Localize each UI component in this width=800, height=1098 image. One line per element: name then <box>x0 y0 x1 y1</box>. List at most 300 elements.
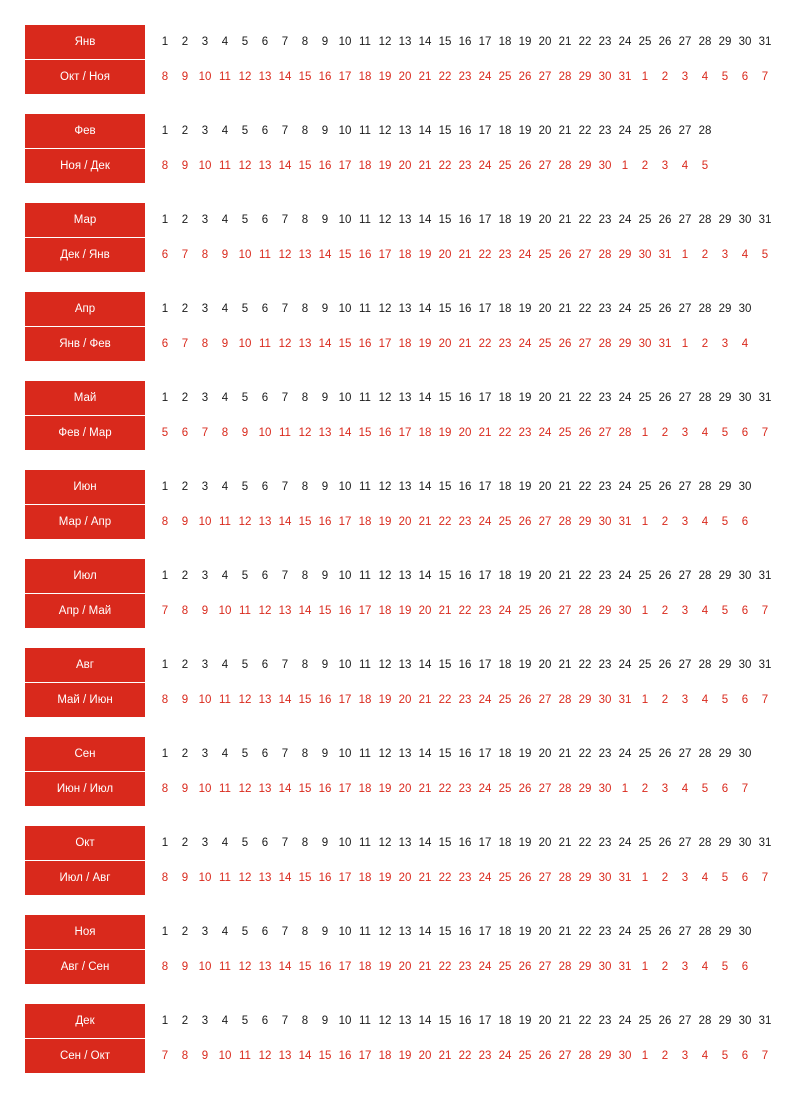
secondary-day-number: 14 <box>278 160 292 172</box>
secondary-day-number: 12 <box>258 1050 272 1062</box>
day-number: 24 <box>618 570 632 582</box>
secondary-day-number: 20 <box>398 783 412 795</box>
day-number: 1 <box>161 392 169 404</box>
month-block-10 <box>25 826 785 895</box>
month-row <box>25 737 785 771</box>
day-number: 3 <box>201 214 209 226</box>
secondary-day-number: 10 <box>198 783 212 795</box>
secondary-day-number: 8 <box>221 427 229 439</box>
day-number: 27 <box>678 303 692 315</box>
secondary-day-number: 19 <box>378 694 392 706</box>
day-number: 18 <box>498 392 512 404</box>
day-number: 14 <box>418 1015 432 1027</box>
secondary-day-number: 7 <box>761 872 769 884</box>
day-number: 27 <box>678 659 692 671</box>
month-row <box>25 915 785 949</box>
day-number: 11 <box>359 214 371 226</box>
month-days <box>155 915 785 949</box>
day-number: 24 <box>618 125 632 137</box>
secondary-day-number: 12 <box>278 249 292 261</box>
secondary-day-number: 12 <box>238 783 252 795</box>
secondary-day-number: 16 <box>318 961 332 973</box>
secondary-day-number: 19 <box>418 338 432 350</box>
secondary-day-number: 16 <box>318 783 332 795</box>
secondary-month-label: Авг / Сен <box>25 950 145 984</box>
secondary-day-number: 1 <box>681 249 689 261</box>
month-row <box>25 648 785 682</box>
secondary-day-number: 16 <box>338 1050 352 1062</box>
day-number: 8 <box>301 125 309 137</box>
secondary-day-number: 1 <box>621 160 629 172</box>
day-number: 25 <box>638 392 652 404</box>
day-number: 21 <box>558 1015 572 1027</box>
day-number: 22 <box>578 926 592 938</box>
secondary-day-number: 26 <box>578 427 592 439</box>
day-number: 28 <box>698 659 712 671</box>
secondary-day-number: 23 <box>478 1050 492 1062</box>
day-number: 7 <box>281 392 289 404</box>
secondary-day-number: 27 <box>578 249 592 261</box>
day-number: 17 <box>478 303 492 315</box>
day-number: 13 <box>398 926 412 938</box>
secondary-day-number: 28 <box>558 71 572 83</box>
day-number: 31 <box>758 214 772 226</box>
day-number: 11 <box>359 659 371 671</box>
secondary-day-number: 20 <box>418 605 432 617</box>
secondary-day-number: 25 <box>498 71 512 83</box>
secondary-day-number: 30 <box>598 516 612 528</box>
secondary-day-number: 8 <box>201 249 209 261</box>
secondary-day-number: 22 <box>438 872 452 884</box>
day-number: 9 <box>321 570 329 582</box>
secondary-day-number: 9 <box>181 694 189 706</box>
secondary-day-number: 28 <box>558 516 572 528</box>
day-number: 13 <box>398 570 412 582</box>
secondary-day-number: 5 <box>721 605 729 617</box>
secondary-day-number: 13 <box>258 694 272 706</box>
secondary-day-number: 1 <box>641 71 649 83</box>
day-number: 7 <box>281 214 289 226</box>
day-number: 16 <box>458 36 472 48</box>
day-number: 29 <box>718 481 732 493</box>
month-days <box>155 381 785 415</box>
secondary-day-number: 30 <box>598 160 612 172</box>
month-label: Дек <box>25 1004 145 1038</box>
secondary-day-number: 8 <box>161 71 169 83</box>
day-number: 6 <box>261 659 269 671</box>
day-number: 14 <box>418 392 432 404</box>
secondary-day-number: 17 <box>358 1050 372 1062</box>
secondary-day-number: 22 <box>478 338 492 350</box>
day-number: 14 <box>418 125 432 137</box>
secondary-day-number: 19 <box>378 71 392 83</box>
day-number: 2 <box>181 214 189 226</box>
secondary-day-number: 16 <box>338 605 352 617</box>
secondary-day-number: 29 <box>578 516 592 528</box>
secondary-day-number: 11 <box>259 249 271 261</box>
secondary-day-number: 21 <box>438 1050 452 1062</box>
secondary-day-number: 9 <box>201 1050 209 1062</box>
day-number: 15 <box>438 303 452 315</box>
day-number: 4 <box>221 125 229 137</box>
day-number: 8 <box>301 926 309 938</box>
day-number: 10 <box>338 481 352 493</box>
secondary-day-number: 19 <box>398 605 412 617</box>
day-number: 23 <box>598 125 612 137</box>
day-number: 5 <box>241 125 249 137</box>
secondary-day-number: 9 <box>201 605 209 617</box>
day-number: 17 <box>478 748 492 760</box>
day-number: 5 <box>241 392 249 404</box>
day-number: 12 <box>378 659 392 671</box>
secondary-day-number: 11 <box>219 160 231 172</box>
day-number: 11 <box>359 748 371 760</box>
secondary-day-number: 25 <box>558 427 572 439</box>
day-number: 9 <box>321 36 329 48</box>
secondary-day-number: 25 <box>518 605 532 617</box>
secondary-day-number: 1 <box>641 605 649 617</box>
secondary-day-number: 15 <box>298 160 312 172</box>
secondary-day-number: 9 <box>221 338 229 350</box>
month-row <box>25 1004 785 1038</box>
secondary-day-number: 3 <box>681 872 689 884</box>
day-number: 8 <box>301 570 309 582</box>
day-number: 4 <box>221 36 229 48</box>
secondary-day-number: 4 <box>681 783 689 795</box>
secondary-day-number: 21 <box>418 160 432 172</box>
day-number: 23 <box>598 481 612 493</box>
month-days <box>155 737 785 771</box>
month-block-8 <box>25 648 785 717</box>
day-number: 11 <box>359 392 371 404</box>
secondary-day-number: 14 <box>318 338 332 350</box>
secondary-day-number: 8 <box>161 961 169 973</box>
secondary-day-number: 29 <box>578 872 592 884</box>
secondary-day-number: 18 <box>358 516 372 528</box>
day-number: 20 <box>538 659 552 671</box>
month-block-6 <box>25 470 785 539</box>
secondary-day-number: 28 <box>558 694 572 706</box>
secondary-day-number: 23 <box>458 516 472 528</box>
secondary-day-number: 12 <box>238 160 252 172</box>
day-number: 5 <box>241 570 249 582</box>
secondary-day-number: 20 <box>438 249 452 261</box>
secondary-day-number: 7 <box>161 1050 169 1062</box>
secondary-day-number: 9 <box>181 160 189 172</box>
day-number: 9 <box>321 1015 329 1027</box>
month-row <box>25 559 785 593</box>
secondary-day-number: 3 <box>681 1050 689 1062</box>
day-number: 29 <box>718 392 732 404</box>
secondary-day-number: 18 <box>358 961 372 973</box>
secondary-day-number: 7 <box>761 1050 769 1062</box>
day-number: 25 <box>638 125 652 137</box>
day-number: 15 <box>438 748 452 760</box>
secondary-day-number: 18 <box>418 427 432 439</box>
month-label: Сен <box>25 737 145 771</box>
day-number: 30 <box>738 926 752 938</box>
secondary-day-number: 27 <box>538 961 552 973</box>
month-days <box>155 826 785 860</box>
month-block-7 <box>25 559 785 628</box>
day-number: 26 <box>658 570 672 582</box>
secondary-day-number: 5 <box>721 516 729 528</box>
day-number: 6 <box>261 392 269 404</box>
secondary-day-number: 16 <box>318 71 332 83</box>
day-number: 16 <box>458 481 472 493</box>
secondary-month-label: Июн / Июл <box>25 772 145 806</box>
secondary-day-number: 23 <box>498 338 512 350</box>
month-label: Окт <box>25 826 145 860</box>
secondary-day-number: 30 <box>598 783 612 795</box>
day-number: 8 <box>301 392 309 404</box>
day-number: 4 <box>221 570 229 582</box>
secondary-day-number: 7 <box>161 605 169 617</box>
secondary-day-number: 22 <box>458 605 472 617</box>
secondary-day-number: 28 <box>598 249 612 261</box>
secondary-day-number: 30 <box>638 338 652 350</box>
secondary-day-number: 22 <box>478 249 492 261</box>
day-number: 5 <box>241 659 249 671</box>
secondary-day-number: 3 <box>661 783 669 795</box>
day-number: 10 <box>338 748 352 760</box>
day-number: 8 <box>301 748 309 760</box>
secondary-day-number: 12 <box>298 427 312 439</box>
secondary-day-number: 19 <box>378 872 392 884</box>
day-number: 28 <box>698 926 712 938</box>
secondary-day-number: 2 <box>661 872 669 884</box>
day-number: 29 <box>718 748 732 760</box>
day-number: 16 <box>458 926 472 938</box>
day-number: 16 <box>458 837 472 849</box>
day-number: 5 <box>241 303 249 315</box>
secondary-day-number: 2 <box>661 694 669 706</box>
month-block-2 <box>25 114 785 183</box>
secondary-month-label: Окт / Ноя <box>25 60 145 94</box>
day-number: 23 <box>598 303 612 315</box>
secondary-day-number: 4 <box>701 71 709 83</box>
secondary-day-number: 28 <box>598 338 612 350</box>
secondary-day-number: 3 <box>681 427 689 439</box>
day-number: 3 <box>201 36 209 48</box>
day-number: 14 <box>418 748 432 760</box>
secondary-day-number: 15 <box>318 605 332 617</box>
secondary-day-number: 2 <box>661 71 669 83</box>
day-number: 7 <box>281 1015 289 1027</box>
secondary-day-number: 6 <box>741 71 749 83</box>
day-number: 17 <box>478 481 492 493</box>
day-number: 30 <box>738 303 752 315</box>
secondary-day-number: 27 <box>558 605 572 617</box>
secondary-month-row <box>25 772 785 806</box>
month-days <box>155 1004 785 1038</box>
day-number: 22 <box>578 392 592 404</box>
month-label: Фев <box>25 114 145 148</box>
secondary-day-number: 21 <box>438 605 452 617</box>
day-number: 27 <box>678 125 692 137</box>
secondary-day-number: 3 <box>721 338 729 350</box>
secondary-day-number: 25 <box>498 961 512 973</box>
day-number: 20 <box>538 748 552 760</box>
calendar-grid <box>25 25 785 1093</box>
secondary-day-number: 16 <box>318 516 332 528</box>
day-number: 19 <box>518 392 532 404</box>
month-days <box>155 470 785 504</box>
secondary-day-number: 15 <box>298 961 312 973</box>
day-number: 13 <box>398 481 412 493</box>
day-number: 29 <box>718 1015 732 1027</box>
day-number: 28 <box>698 748 712 760</box>
day-number: 31 <box>758 659 772 671</box>
secondary-day-number: 25 <box>498 783 512 795</box>
secondary-day-number: 10 <box>198 160 212 172</box>
secondary-month-label: Апр / Май <box>25 594 145 628</box>
secondary-day-number: 25 <box>518 1050 532 1062</box>
day-number: 19 <box>518 659 532 671</box>
day-number: 2 <box>181 926 189 938</box>
day-number: 21 <box>558 837 572 849</box>
secondary-day-number: 8 <box>181 605 189 617</box>
secondary-day-number: 30 <box>598 71 612 83</box>
secondary-day-number: 11 <box>219 71 231 83</box>
secondary-day-number: 11 <box>279 427 291 439</box>
day-number: 23 <box>598 837 612 849</box>
day-number: 2 <box>181 659 189 671</box>
day-number: 8 <box>301 1015 309 1027</box>
day-number: 3 <box>201 303 209 315</box>
day-number: 3 <box>201 837 209 849</box>
secondary-day-number: 31 <box>658 338 672 350</box>
day-number: 12 <box>378 570 392 582</box>
day-number: 6 <box>261 570 269 582</box>
secondary-day-number: 15 <box>338 249 352 261</box>
secondary-day-number: 9 <box>181 71 189 83</box>
secondary-day-number: 21 <box>418 783 432 795</box>
secondary-day-number: 2 <box>641 783 649 795</box>
day-number: 5 <box>241 1015 249 1027</box>
day-number: 10 <box>338 837 352 849</box>
secondary-day-number: 13 <box>258 516 272 528</box>
secondary-day-number: 31 <box>618 961 632 973</box>
day-number: 1 <box>161 926 169 938</box>
secondary-day-number: 19 <box>418 249 432 261</box>
secondary-day-number: 12 <box>238 694 252 706</box>
secondary-day-number: 13 <box>298 249 312 261</box>
secondary-day-number: 18 <box>358 160 372 172</box>
secondary-day-number: 26 <box>518 961 532 973</box>
day-number: 2 <box>181 481 189 493</box>
secondary-day-number: 21 <box>418 71 432 83</box>
day-number: 19 <box>518 926 532 938</box>
day-number: 12 <box>378 481 392 493</box>
day-number: 20 <box>538 570 552 582</box>
day-number: 11 <box>359 1015 371 1027</box>
day-number: 22 <box>578 837 592 849</box>
day-number: 21 <box>558 659 572 671</box>
day-number: 1 <box>161 303 169 315</box>
day-number: 23 <box>598 36 612 48</box>
secondary-day-number: 24 <box>538 427 552 439</box>
day-number: 21 <box>558 392 572 404</box>
day-number: 8 <box>301 659 309 671</box>
secondary-day-number: 26 <box>518 516 532 528</box>
secondary-day-number: 24 <box>518 338 532 350</box>
secondary-day-number: 13 <box>258 961 272 973</box>
secondary-day-number: 24 <box>498 605 512 617</box>
day-number: 11 <box>359 837 371 849</box>
secondary-day-number: 19 <box>438 427 452 439</box>
day-number: 27 <box>678 837 692 849</box>
day-number: 27 <box>678 36 692 48</box>
secondary-day-number: 11 <box>219 961 231 973</box>
day-number: 9 <box>321 837 329 849</box>
secondary-day-number: 21 <box>418 872 432 884</box>
secondary-day-number: 8 <box>161 783 169 795</box>
day-number: 17 <box>478 214 492 226</box>
secondary-day-number: 26 <box>518 160 532 172</box>
secondary-day-number: 17 <box>338 783 352 795</box>
secondary-day-number: 25 <box>498 160 512 172</box>
day-number: 3 <box>201 570 209 582</box>
day-number: 4 <box>221 303 229 315</box>
day-number: 17 <box>478 659 492 671</box>
day-number: 22 <box>578 570 592 582</box>
secondary-day-number: 17 <box>338 516 352 528</box>
day-number: 6 <box>261 926 269 938</box>
secondary-day-number: 16 <box>318 160 332 172</box>
secondary-day-number: 8 <box>161 516 169 528</box>
day-number: 26 <box>658 659 672 671</box>
day-number: 29 <box>718 837 732 849</box>
day-number: 15 <box>438 926 452 938</box>
day-number: 25 <box>638 303 652 315</box>
day-number: 30 <box>738 748 752 760</box>
day-number: 4 <box>221 837 229 849</box>
secondary-day-number: 23 <box>518 427 532 439</box>
day-number: 21 <box>558 481 572 493</box>
month-row <box>25 25 785 59</box>
secondary-day-number: 19 <box>398 1050 412 1062</box>
secondary-day-number: 12 <box>238 961 252 973</box>
day-number: 10 <box>338 926 352 938</box>
secondary-day-number: 28 <box>558 872 572 884</box>
secondary-day-number: 14 <box>338 427 352 439</box>
day-number: 13 <box>398 837 412 849</box>
day-number: 3 <box>201 125 209 137</box>
secondary-day-number: 14 <box>298 605 312 617</box>
day-number: 29 <box>718 36 732 48</box>
secondary-day-number: 14 <box>318 249 332 261</box>
secondary-day-number: 17 <box>338 872 352 884</box>
secondary-day-number: 28 <box>558 160 572 172</box>
day-number: 2 <box>181 303 189 315</box>
day-number: 7 <box>281 570 289 582</box>
secondary-day-number: 6 <box>741 872 749 884</box>
secondary-day-number: 12 <box>238 71 252 83</box>
secondary-day-number: 18 <box>358 71 372 83</box>
secondary-month-label: Сен / Окт <box>25 1039 145 1073</box>
day-number: 9 <box>321 748 329 760</box>
secondary-day-number: 20 <box>398 71 412 83</box>
secondary-day-number: 10 <box>238 249 252 261</box>
day-number: 24 <box>618 926 632 938</box>
secondary-day-number: 29 <box>598 605 612 617</box>
day-number: 31 <box>758 36 772 48</box>
day-number: 16 <box>458 214 472 226</box>
day-number: 6 <box>261 303 269 315</box>
secondary-day-number: 15 <box>338 338 352 350</box>
secondary-day-number: 24 <box>478 783 492 795</box>
